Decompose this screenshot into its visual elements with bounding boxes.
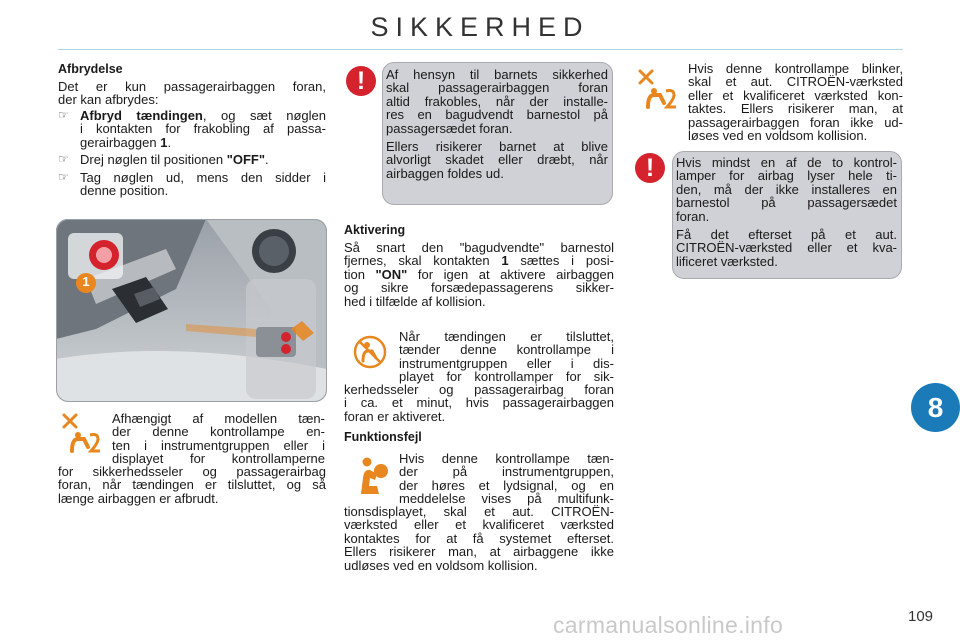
afbrydelse-steps: [58, 109, 326, 197]
warning-exclamation-icon: !: [346, 66, 376, 96]
warning-exclamation-icon: !: [635, 153, 665, 183]
airbag-fault-lamp-icon: [355, 456, 389, 496]
section-heading-aktivering: Aktivering: [344, 223, 406, 237]
step-1: ☞ Afbryd tændingen, og sæt nøglen i kontakten for frakobling af passa- gerairbaggen 1.: [58, 108, 327, 150]
lamp-description-2b: kerhedsseler og passagerairbag foran i ca. et minut, hvis passagerairbaggen foran er aktiveret.: [344, 382, 614, 424]
fault-description-b: tionsdisplayet, skal et aut. CITROËN- værksted eller et kvalificeret værksted kontaktes for at få systemet efterset. Ellers risikerer man, at airbaggene ikke udløses ved en voldsom kollision.: [344, 504, 614, 573]
page-number: 109: [908, 608, 934, 625]
child-seat-warning-text: Af hensyn til barnets sikkerhed skal passagerairbaggen foran altid frakobles, når der installe- res en bagudvendt barnestol på passagersædet foran. Ellers risikerer barnet at blive alvorligt skadet eller dræbt, når airbaggen foldes ud.: [386, 67, 608, 181]
section-heading-afbrydelse: Afbrydelse: [58, 62, 123, 76]
section-heading-funktionsfejl: Funktionsfejl: [344, 430, 422, 444]
lamp-on-warning-text: Hvis mindst en af de to kontrol- lamper for airbag lyser hele ti- den, må der ikke installeres en barnestol på passagersædet foran. Få det efterset på et aut. CITROËN-værksted eller et kva- lificeret værksted.: [676, 155, 897, 269]
airbag-switch-illustration: [56, 219, 327, 402]
chapter-tab[interactable]: 8: [911, 383, 960, 432]
watermark: carmanualsonline.info: [553, 612, 784, 638]
blink-description: Hvis denne kontrollampe blinker, skal et aut. CITROËN-værksted eller et kvalificeret værksted kon- taktes. Ellers risikerer man, at passagerairbaggen foran ikke ud- løses ved en voldsom kollision.: [688, 61, 903, 144]
step-3: ☞ Tag nøglen ud, mens den sidder i denne position.: [58, 169, 326, 199]
page-title: SIKKERHED: [370, 12, 590, 42]
airbag-blink-lamp-icon: [636, 67, 680, 109]
step-2: ☞ Drej nøglen til positionen "OFF".: [58, 152, 269, 168]
header-rule: [58, 49, 903, 50]
hand-pointer-icon: ☞: [58, 152, 69, 167]
fault-description-a: Hvis denne kontrollampe tæn- der på instrumentgruppen, der høres et lydsignal, og en meddelelse vises på multifunk-: [399, 451, 614, 507]
aktivering-text: Så snart den "bagudvendte" barnestol fjernes, skal kontakten 1 sættes i posi- tion "ON" for igen at aktivere airbaggen og sikre forsædepassagerens sikker- hed i tilfælde af kollision.: [344, 240, 615, 309]
airbag-on-lamp-icon: [352, 334, 388, 370]
hand-pointer-icon: ☞: [58, 108, 69, 122]
switch-callout-number: 1: [82, 274, 90, 289]
lamp-description-2a: Når tændingen er tilsluttet, tænder denne kontrollampe i instrumentgruppen eller i dis- playet for kontrollamper for sik-: [399, 329, 614, 385]
hand-pointer-icon: ☞: [58, 169, 69, 184]
airbag-off-lamp-icon: [60, 411, 104, 453]
afbrydelse-intro: Det er kun passagerairbaggen foran, der kan afbrydes:: [58, 79, 326, 108]
lamp-description-1a: Afhængigt af modellen tæn- der denne kontrollampe en- ten i instrumentgruppen eller i displayet for kontrollamperne: [112, 411, 325, 467]
lamp-description-1b: for sikkerhedsseler og passagerairbag foran, når tændingen er tilsluttet, og så længe airbaggen er afbrudt.: [58, 464, 326, 506]
